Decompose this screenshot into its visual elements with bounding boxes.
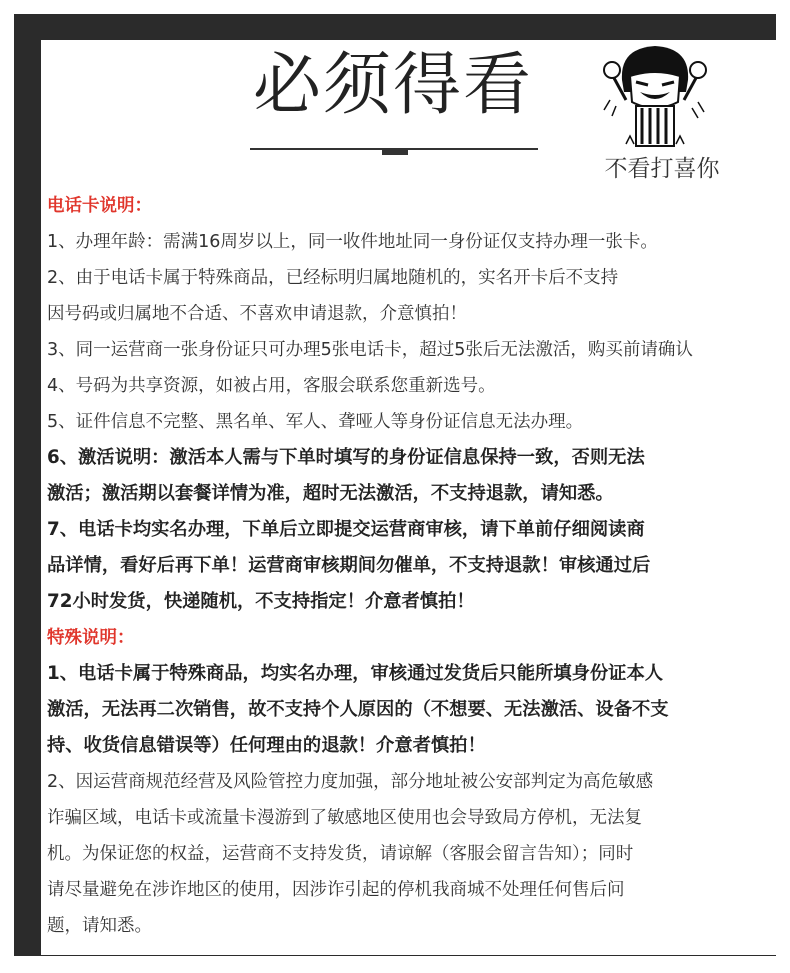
notice-line: 4、号码为共享资源，如被占用，客服会联系您重新选号。	[47, 376, 496, 396]
notice-line: 3、同一运营商一张身份证只可办理5张电话卡，超过5张后无法激活，购买前请确认	[47, 340, 693, 360]
notice-line: 激活，无法再二次销售，故不支持个人原因的（不想要、无法激活、设备不支	[47, 699, 669, 720]
section-heading: 特殊说明：	[47, 628, 135, 648]
title-underline-notch	[382, 148, 408, 155]
notice-line: 机。为保证您的权益，运营商不支持发货，请谅解（客服会留言告知）；同时	[47, 844, 634, 864]
notice-line: 1、办理年龄：需满16周岁以上，同一收件地址同一身份证仅支持办理一张卡。	[47, 232, 658, 252]
notice-line: 题，请知悉。	[47, 916, 152, 936]
notice-line: 激活；激活期以套餐详情为准，超时无法激活，不支持退款，请知悉。	[47, 483, 614, 504]
notice-line: 诈骗区域，电话卡或流量卡漫游到了敏感地区使用也会导致局方停机，无法复	[47, 808, 642, 828]
section-heading: 电话卡说明：	[47, 196, 152, 216]
mascot-caption: 不看打喜你	[604, 156, 720, 182]
notice-line: 6、激活说明：激活本人需与下单时填写的身份证信息保持一致，否则无法	[47, 447, 645, 468]
notice-line: 2、因运营商规范经营及风险管控力度加强，部分地址被公安部判定为高危敏感	[47, 772, 654, 792]
notice-line: 72小时发货，快递随机，不支持指定！介意者慎拍！	[47, 591, 475, 612]
notice-line: 因号码或归属地不合适、不喜欢申请退款，介意慎拍！	[47, 304, 467, 324]
notice-line: 7、电话卡均实名办理，下单后立即提交运营商审核，请下单前仔细阅读商	[47, 519, 645, 540]
crying-meme-face-icon	[600, 40, 710, 152]
notice-line: 持、收货信息错误等）任何理由的退款！介意者慎拍！	[47, 735, 486, 756]
notice-content	[47, 188, 757, 944]
notice-line: 请尽量避免在涉诈地区的使用，因涉诈引起的停机我商城不处理任何售后问	[47, 880, 625, 900]
page-title: 必须得看	[252, 46, 533, 125]
notice-line: 品详情，看好后再下单！运营商审核期间勿催单，不支持退款！审核通过后	[47, 555, 651, 576]
notice-line: 5、证件信息不完整、黑名单、军人、聋哑人等身份证信息无法办理。	[47, 412, 584, 432]
notice-line: 2、由于电话卡属于特殊商品，已经标明归属地随机的，实名开卡后不支持	[47, 268, 619, 288]
notice-line: 1、电话卡属于特殊商品，均实名办理，审核通过发货后只能所填身份证本人	[47, 663, 664, 684]
